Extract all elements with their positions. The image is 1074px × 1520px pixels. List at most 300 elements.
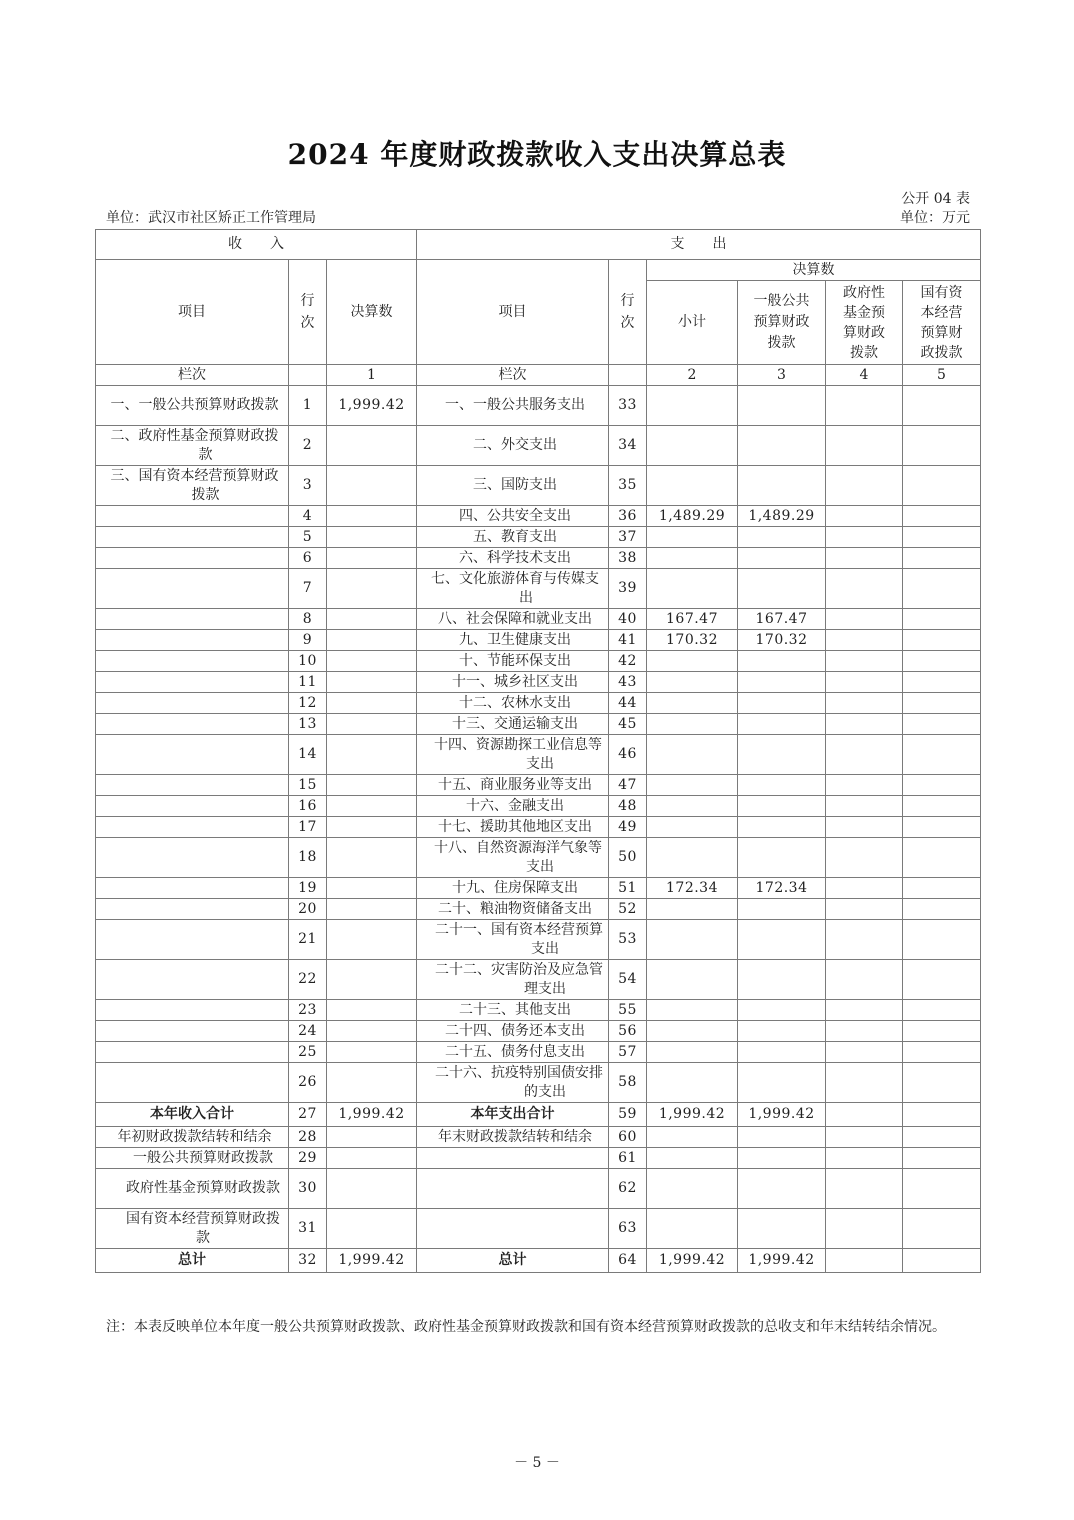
income-amount — [327, 960, 417, 1000]
subtotal-amount — [647, 693, 738, 714]
income-final-amount-header: 决算数 — [327, 260, 417, 365]
subtotal-amount: 172.34 — [647, 878, 738, 899]
income-amount — [327, 796, 417, 817]
income-line-no: 29 — [289, 1148, 327, 1169]
gov-fund-amount — [826, 693, 903, 714]
income-amount — [327, 1021, 417, 1042]
subtotal-amount — [647, 775, 738, 796]
subtotal-amount — [647, 735, 738, 775]
income-line-no: 6 — [289, 548, 327, 569]
income-item — [96, 609, 289, 630]
income-item: 政府性基金预算财政拨款 — [96, 1169, 289, 1209]
col-label-right: 栏次 — [417, 365, 609, 386]
table-row — [96, 960, 981, 1000]
expense-item: 十五、商业服务业等支出 — [417, 775, 609, 796]
expense-item: 五、教育支出 — [417, 527, 609, 548]
general-public-amount — [738, 838, 826, 878]
general-public-amount — [738, 899, 826, 920]
table-row — [96, 569, 981, 609]
expense-item: 十七、援助其他地区支出 — [417, 817, 609, 838]
income-amount — [327, 1209, 417, 1249]
income-item — [96, 527, 289, 548]
expense-line-no: 61 — [609, 1148, 647, 1169]
expense-item: 二十、粮油物资储备支出 — [417, 899, 609, 920]
expense-item-header: 项目 — [417, 260, 609, 365]
expense-line-no: 37 — [609, 527, 647, 548]
income-line-no: 16 — [289, 796, 327, 817]
expense-item: 十一、城乡社区支出 — [417, 672, 609, 693]
income-line-no: 20 — [289, 899, 327, 920]
subtotal-amount — [647, 569, 738, 609]
income-amount — [327, 506, 417, 527]
general-public-amount — [738, 1169, 826, 1209]
income-amount — [327, 878, 417, 899]
table-row — [96, 466, 981, 506]
unit-currency: 单位：万元 — [900, 210, 970, 226]
expense-line-no: 52 — [609, 899, 647, 920]
general-public-amount: 1,999.42 — [738, 1249, 826, 1273]
expense-line-no: 50 — [609, 838, 647, 878]
subtotal-amount: 1,999.42 — [647, 1103, 738, 1127]
table-row — [96, 1209, 981, 1249]
income-line-no: 26 — [289, 1063, 327, 1103]
table-row — [96, 693, 981, 714]
gov-fund-amount — [826, 1127, 903, 1148]
expense-item — [417, 1209, 609, 1249]
expense-item: 三、国防支出 — [417, 466, 609, 506]
state-capital-amount — [903, 796, 981, 817]
general-public-amount — [738, 920, 826, 960]
general-public-amount: 170.32 — [738, 630, 826, 651]
income-line-no: 12 — [289, 693, 327, 714]
general-public-amount: 172.34 — [738, 878, 826, 899]
expense-item: 六、科学技术支出 — [417, 548, 609, 569]
subtotal-amount — [647, 1042, 738, 1063]
general-public-amount: 167.47 — [738, 609, 826, 630]
expense-item: 十四、资源勘探工业信息等支出 — [417, 735, 609, 775]
subtotal-amount — [647, 1127, 738, 1148]
income-line-no: 1 — [289, 386, 327, 426]
general-public-amount — [738, 651, 826, 672]
expense-item: 十、节能环保支出 — [417, 651, 609, 672]
gov-fund-amount — [826, 527, 903, 548]
income-item: 国有资本经营预算财政拨款 — [96, 1209, 289, 1249]
state-capital-amount — [903, 386, 981, 426]
table-row — [96, 1021, 981, 1042]
income-line-no: 14 — [289, 735, 327, 775]
gov-fund-amount — [826, 920, 903, 960]
gov-fund-amount — [826, 1000, 903, 1021]
income-item — [96, 506, 289, 527]
expense-item: 二十五、债务付息支出 — [417, 1042, 609, 1063]
income-item: 本年收入合计 — [96, 1103, 289, 1127]
general-public-amount — [738, 796, 826, 817]
expense-item: 七、文化旅游体育与传媒支出 — [417, 569, 609, 609]
income-line-no-header: 行次 — [289, 260, 327, 365]
income-line-no: 3 — [289, 466, 327, 506]
income-amount — [327, 426, 417, 466]
income-amount — [327, 609, 417, 630]
table-row — [96, 878, 981, 899]
general-public-amount — [738, 1127, 826, 1148]
expense-line-no: 45 — [609, 714, 647, 735]
subtotal-amount — [647, 466, 738, 506]
gov-fund-amount — [826, 569, 903, 609]
expense-line-no: 57 — [609, 1042, 647, 1063]
subtotal-amount — [647, 1169, 738, 1209]
income-line-no: 5 — [289, 527, 327, 548]
income-item: 三、国有资本经营预算财政拨款 — [96, 466, 289, 506]
expense-item: 九、卫生健康支出 — [417, 630, 609, 651]
general-public-amount — [738, 693, 826, 714]
subtotal-amount — [647, 1021, 738, 1042]
gov-fund-amount — [826, 775, 903, 796]
income-item — [96, 1042, 289, 1063]
income-amount — [327, 735, 417, 775]
expense-item: 十九、住房保障支出 — [417, 878, 609, 899]
table-row — [96, 548, 981, 569]
expense-line-no: 33 — [609, 386, 647, 426]
subtotal-amount — [647, 386, 738, 426]
income-item: 一、一般公共预算财政拨款 — [96, 386, 289, 426]
state-capital-amount — [903, 1000, 981, 1021]
state-capital-amount — [903, 1127, 981, 1148]
table-row — [96, 609, 981, 630]
subtotal-amount — [647, 817, 738, 838]
gov-fund-amount — [826, 466, 903, 506]
income-amount — [327, 672, 417, 693]
income-item — [96, 735, 289, 775]
income-amount — [327, 693, 417, 714]
subtotal-amount: 1,999.42 — [647, 1249, 738, 1273]
subtotal-amount — [647, 527, 738, 548]
gov-fund-amount — [826, 672, 903, 693]
table-row — [96, 796, 981, 817]
table-row — [96, 1103, 981, 1127]
gov-fund-amount — [826, 1103, 903, 1127]
expense-item: 十三、交通运输支出 — [417, 714, 609, 735]
income-line-no: 23 — [289, 1000, 327, 1021]
table-row — [96, 838, 981, 878]
income-amount — [327, 899, 417, 920]
expense-item: 本年支出合计 — [417, 1103, 609, 1127]
state-capital-amount — [903, 426, 981, 466]
gov-fund-amount — [826, 386, 903, 426]
unit-organization: 单位：武汉市社区矫正工作管理局 — [106, 210, 316, 226]
state-capital-amount — [903, 1169, 981, 1209]
state-capital-amount — [903, 838, 981, 878]
expense-item — [417, 1169, 609, 1209]
gov-fund-amount — [826, 1021, 903, 1042]
subtotal-amount — [647, 796, 738, 817]
subtotal-amount — [647, 426, 738, 466]
income-line-no: 31 — [289, 1209, 327, 1249]
gov-fund-amount — [826, 1209, 903, 1249]
gov-fund-amount — [826, 651, 903, 672]
state-capital-amount — [903, 1063, 981, 1103]
expense-line-no: 41 — [609, 630, 647, 651]
table-row — [96, 817, 981, 838]
gov-fund-amount — [826, 1249, 903, 1273]
expense-line-no-header: 行次 — [609, 260, 647, 365]
income-line-no: 7 — [289, 569, 327, 609]
expense-line-no: 58 — [609, 1063, 647, 1103]
state-capital-amount — [903, 1249, 981, 1273]
expense-line-no: 35 — [609, 466, 647, 506]
state-capital-amount — [903, 651, 981, 672]
income-line-no: 8 — [289, 609, 327, 630]
state-capital-amount — [903, 1021, 981, 1042]
state-capital-amount — [903, 735, 981, 775]
general-public-amount — [738, 426, 826, 466]
gov-fund-amount — [826, 960, 903, 1000]
state-capital-amount — [903, 817, 981, 838]
income-item: 年初财政拨款结转和结余 — [96, 1127, 289, 1148]
income-item — [96, 817, 289, 838]
expense-line-no: 38 — [609, 548, 647, 569]
income-item — [96, 878, 289, 899]
expense-line-no: 56 — [609, 1021, 647, 1042]
income-amount — [327, 651, 417, 672]
page-number: － 5 － — [514, 1455, 560, 1471]
expense-item: 二十三、其他支出 — [417, 1000, 609, 1021]
income-line-no: 32 — [289, 1249, 327, 1273]
general-public-amount — [738, 1209, 826, 1249]
expense-item: 十八、自然资源海洋气象等支出 — [417, 838, 609, 878]
state-capital-amount — [903, 1148, 981, 1169]
subtotal-amount — [647, 1148, 738, 1169]
income-amount — [327, 1148, 417, 1169]
income-item — [96, 672, 289, 693]
table-row — [96, 506, 981, 527]
income-amount — [327, 775, 417, 796]
table-row — [96, 735, 981, 775]
table-row — [96, 1249, 981, 1273]
state-capital-amount — [903, 527, 981, 548]
subtotal-amount — [647, 672, 738, 693]
income-amount — [327, 1000, 417, 1021]
col-number-3: 3 — [738, 365, 826, 386]
subtotal-amount — [647, 838, 738, 878]
general-public-amount — [738, 1042, 826, 1063]
expense-item: 年末财政拨款结转和结余 — [417, 1127, 609, 1148]
gov-fund-amount — [826, 714, 903, 735]
expense-line-no: 48 — [609, 796, 647, 817]
table-row — [96, 651, 981, 672]
table-row — [96, 672, 981, 693]
gov-fund-amount — [826, 630, 903, 651]
col-number-4: 4 — [826, 365, 903, 386]
state-capital-amount — [903, 714, 981, 735]
expense-line-no: 63 — [609, 1209, 647, 1249]
gov-fund-amount — [826, 506, 903, 527]
income-line-no: 28 — [289, 1127, 327, 1148]
income-amount: 1,999.42 — [327, 1103, 417, 1127]
col-number-1: 1 — [327, 365, 417, 386]
state-capital-amount — [903, 878, 981, 899]
table-row — [96, 1000, 981, 1021]
subtotal-amount — [647, 899, 738, 920]
col-number-2: 2 — [647, 365, 738, 386]
gov-fund-amount — [826, 1042, 903, 1063]
income-item — [96, 714, 289, 735]
income-amount — [327, 569, 417, 609]
table-row — [96, 426, 981, 466]
income-item — [96, 920, 289, 960]
general-public-amount — [738, 775, 826, 796]
expense-line-no: 53 — [609, 920, 647, 960]
income-item — [96, 569, 289, 609]
state-capital-amount — [903, 960, 981, 1000]
state-capital-amount — [903, 775, 981, 796]
general-public-amount — [738, 1063, 826, 1103]
subtotal-amount — [647, 548, 738, 569]
income-item — [96, 630, 289, 651]
general-public-amount: 1,999.42 — [738, 1103, 826, 1127]
income-line-no: 9 — [289, 630, 327, 651]
income-item — [96, 775, 289, 796]
general-public-amount — [738, 672, 826, 693]
table-row — [96, 1127, 981, 1148]
subtotal-amount: 167.47 — [647, 609, 738, 630]
income-line-no: 15 — [289, 775, 327, 796]
income-amount: 1,999.42 — [327, 1249, 417, 1273]
income-amount — [327, 548, 417, 569]
gov-fund-amount — [826, 1148, 903, 1169]
gov-fund-amount — [826, 878, 903, 899]
income-amount — [327, 1169, 417, 1209]
income-item: 总计 — [96, 1249, 289, 1273]
subtotal-amount — [647, 1209, 738, 1249]
general-public-amount — [738, 1148, 826, 1169]
table-row — [96, 1042, 981, 1063]
expense-item: 八、社会保障和就业支出 — [417, 609, 609, 630]
table-row — [96, 899, 981, 920]
table-row — [96, 527, 981, 548]
subtotal-amount — [647, 1000, 738, 1021]
income-line-no: 10 — [289, 651, 327, 672]
income-amount — [327, 714, 417, 735]
income-line-no: 24 — [289, 1021, 327, 1042]
income-item — [96, 899, 289, 920]
expense-line-no: 64 — [609, 1249, 647, 1273]
income-line-no: 25 — [289, 1042, 327, 1063]
income-amount — [327, 920, 417, 960]
subtotal-amount — [647, 960, 738, 1000]
income-amount: 1,999.42 — [327, 386, 417, 426]
income-item — [96, 693, 289, 714]
state-capital-amount — [903, 630, 981, 651]
income-amount — [327, 1127, 417, 1148]
table-row — [96, 1169, 981, 1209]
expense-item — [417, 1148, 609, 1169]
table-row — [96, 714, 981, 735]
income-amount — [327, 838, 417, 878]
expense-line-no: 54 — [609, 960, 647, 1000]
expense-item: 一、一般公共服务支出 — [417, 386, 609, 426]
table-row — [96, 630, 981, 651]
gov-fund-header: 政府性基金预算财政拨款 — [826, 281, 903, 365]
expense-item: 二、外交支出 — [417, 426, 609, 466]
expense-line-no: 46 — [609, 735, 647, 775]
income-line-no: 21 — [289, 920, 327, 960]
table-row — [96, 920, 981, 960]
page-title: 2024 年度财政拨款收入支出决算总表 — [287, 138, 787, 171]
income-line-no: 27 — [289, 1103, 327, 1127]
general-public-amount — [738, 548, 826, 569]
expense-line-no: 34 — [609, 426, 647, 466]
state-capital-amount — [903, 1209, 981, 1249]
state-capital-amount — [903, 1042, 981, 1063]
expense-header: 支 出 — [417, 230, 981, 260]
gov-fund-amount — [826, 899, 903, 920]
income-line-no: 2 — [289, 426, 327, 466]
income-line-no: 22 — [289, 960, 327, 1000]
income-item — [96, 960, 289, 1000]
general-public-amount — [738, 466, 826, 506]
expense-item: 总计 — [417, 1249, 609, 1273]
income-item: 二、政府性基金预算财政拨款 — [96, 426, 289, 466]
state-capital-amount — [903, 506, 981, 527]
subtotal-amount — [647, 1063, 738, 1103]
income-item: 一般公共预算财政拨款 — [96, 1148, 289, 1169]
general-public-amount — [738, 1021, 826, 1042]
expense-item: 二十二、灾害防治及应急管理支出 — [417, 960, 609, 1000]
expense-line-no: 42 — [609, 651, 647, 672]
expense-item: 二十四、债务还本支出 — [417, 1021, 609, 1042]
state-capital-amount — [903, 899, 981, 920]
expense-line-no: 40 — [609, 609, 647, 630]
income-line-no: 11 — [289, 672, 327, 693]
state-capital-amount — [903, 672, 981, 693]
expense-line-no: 39 — [609, 569, 647, 609]
income-item — [96, 796, 289, 817]
income-item — [96, 1000, 289, 1021]
expense-line-no: 59 — [609, 1103, 647, 1127]
general-public-amount — [738, 527, 826, 548]
subtotal-amount: 1,489.29 — [647, 506, 738, 527]
expense-line-no: 60 — [609, 1127, 647, 1148]
income-line-no: 19 — [289, 878, 327, 899]
income-item — [96, 1063, 289, 1103]
subtotal-amount — [647, 714, 738, 735]
expense-line-no: 49 — [609, 817, 647, 838]
subtotal-header: 小计 — [647, 281, 738, 365]
table-row — [96, 1148, 981, 1169]
gov-fund-amount — [826, 817, 903, 838]
expense-line-no: 55 — [609, 1000, 647, 1021]
expense-line-no: 43 — [609, 672, 647, 693]
expense-item: 四、公共安全支出 — [417, 506, 609, 527]
income-amount — [327, 466, 417, 506]
income-item — [96, 548, 289, 569]
gov-fund-amount — [826, 609, 903, 630]
gov-fund-amount — [826, 426, 903, 466]
expense-line-no: 51 — [609, 878, 647, 899]
gov-fund-amount — [826, 1063, 903, 1103]
expense-line-no: 44 — [609, 693, 647, 714]
general-public-amount — [738, 960, 826, 1000]
income-line-no: 4 — [289, 506, 327, 527]
state-capital-amount — [903, 920, 981, 960]
table-row — [96, 775, 981, 796]
state-capital-amount — [903, 609, 981, 630]
general-public-amount: 1,489.29 — [738, 506, 826, 527]
income-item-header: 项目 — [96, 260, 289, 365]
expense-line-no: 47 — [609, 775, 647, 796]
gov-fund-amount — [826, 548, 903, 569]
budget-table — [95, 229, 981, 1273]
